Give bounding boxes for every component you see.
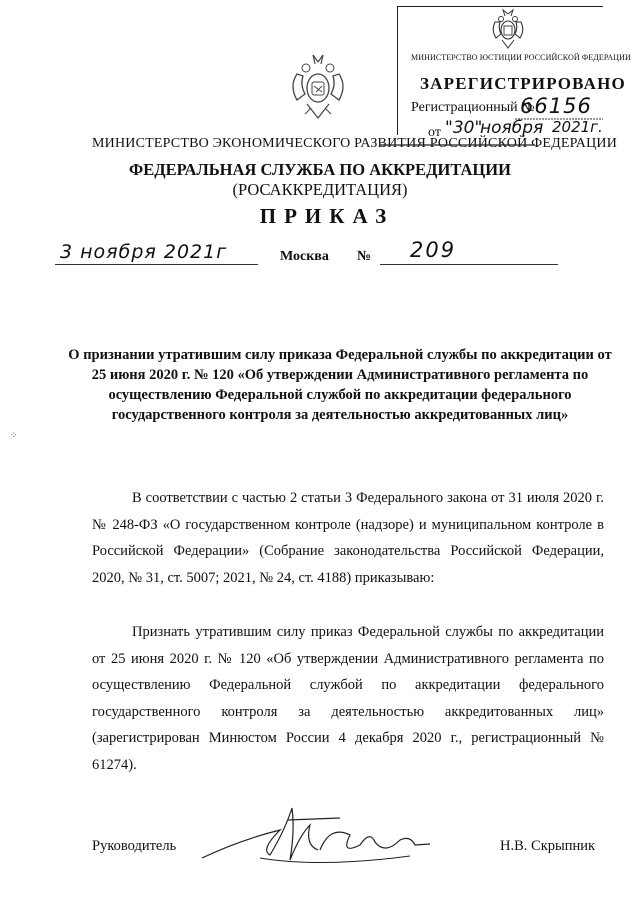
signatory-name: Н.В. Скрыпник: [500, 838, 596, 854]
ministry-name: МИНИСТЕРСТВО ЭКОНОМИЧЕСКОГО РАЗВИТИЯ РОССИЙСКОЙ ФЕДЕРАЦИИ: [92, 136, 618, 151]
coat-of-arms-emblem: [285, 52, 351, 124]
scan-mark: ⁘: [10, 430, 18, 440]
stamp-date-prefix: от: [428, 125, 441, 140]
order-date-handwritten: 3 ноября 2021г: [60, 241, 228, 263]
date-underline: [55, 264, 258, 265]
city: Москва: [280, 249, 329, 264]
agency-short-name: (РОСАККРЕДИТАЦИЯ): [232, 180, 408, 199]
number-underline: [380, 264, 558, 265]
stamp-date-day: "30": [445, 118, 483, 138]
signatory-title: Руководитель: [92, 838, 177, 854]
number-sign: №: [357, 249, 372, 264]
stamp-overlap-line: [380, 142, 540, 148]
agency-name: ФЕДЕРАЛЬНАЯ СЛУЖБА ПО АККРЕДИТАЦИИ: [129, 160, 511, 179]
handwritten-signature: [200, 800, 440, 870]
stamp-date-month: ноября: [480, 118, 544, 138]
stamp-title: ЗАРЕГИСТРИРОВАНО: [420, 74, 626, 93]
order-number-handwritten: 209: [410, 238, 457, 262]
stamp-registration-label: Регистрационный №: [411, 100, 535, 115]
stamp-date-year: 2021г.: [552, 118, 603, 136]
stamp-registration-number: 66156: [520, 94, 592, 118]
coat-of-arms-emblem-small: [487, 8, 529, 52]
body-paragraph-2: Признать утратившим силу приказ Федеральной службы по аккредитации от 25 июня 2020 г. № 120 «Об утверждении Административного регламента по осуществлению Федеральной службой по аккредитации федерального государственного контроля за деятельностью аккредитованных лиц» (зарегистрирован Минюстом России 4 декабря 2020 г., регистрационный № 61274).: [92, 624, 604, 773]
stamp-ministry-label: МИНИСТЕРСТВО ЮСТИЦИИ РОССИЙСКОЙ ФЕДЕРАЦИИ: [411, 53, 631, 62]
order-subject: О признании утратившим силу приказа Федеральной службы по аккредитации от 25 июня 2020 г. № 120 «Об утверждении Административного регламента по осуществлению Федеральной службой по аккредитации федерального государственного контроля за деятельностью аккредитованных лиц»: [68, 347, 612, 423]
body-paragraph-1: В соответствии с частью 2 статьи 3 Федерального закона от 31 июля 2020 г. № 248-ФЗ «О государственном контроле (надзоре) и муниципальном контроле в Российской Федерации» (Собрание законодательства Российской Федерации, 2020, № 31, ст. 5007; 2021, № 24, ст. 4188) приказываю:: [92, 490, 604, 586]
document-type: ПРИКАЗ: [259, 204, 395, 228]
